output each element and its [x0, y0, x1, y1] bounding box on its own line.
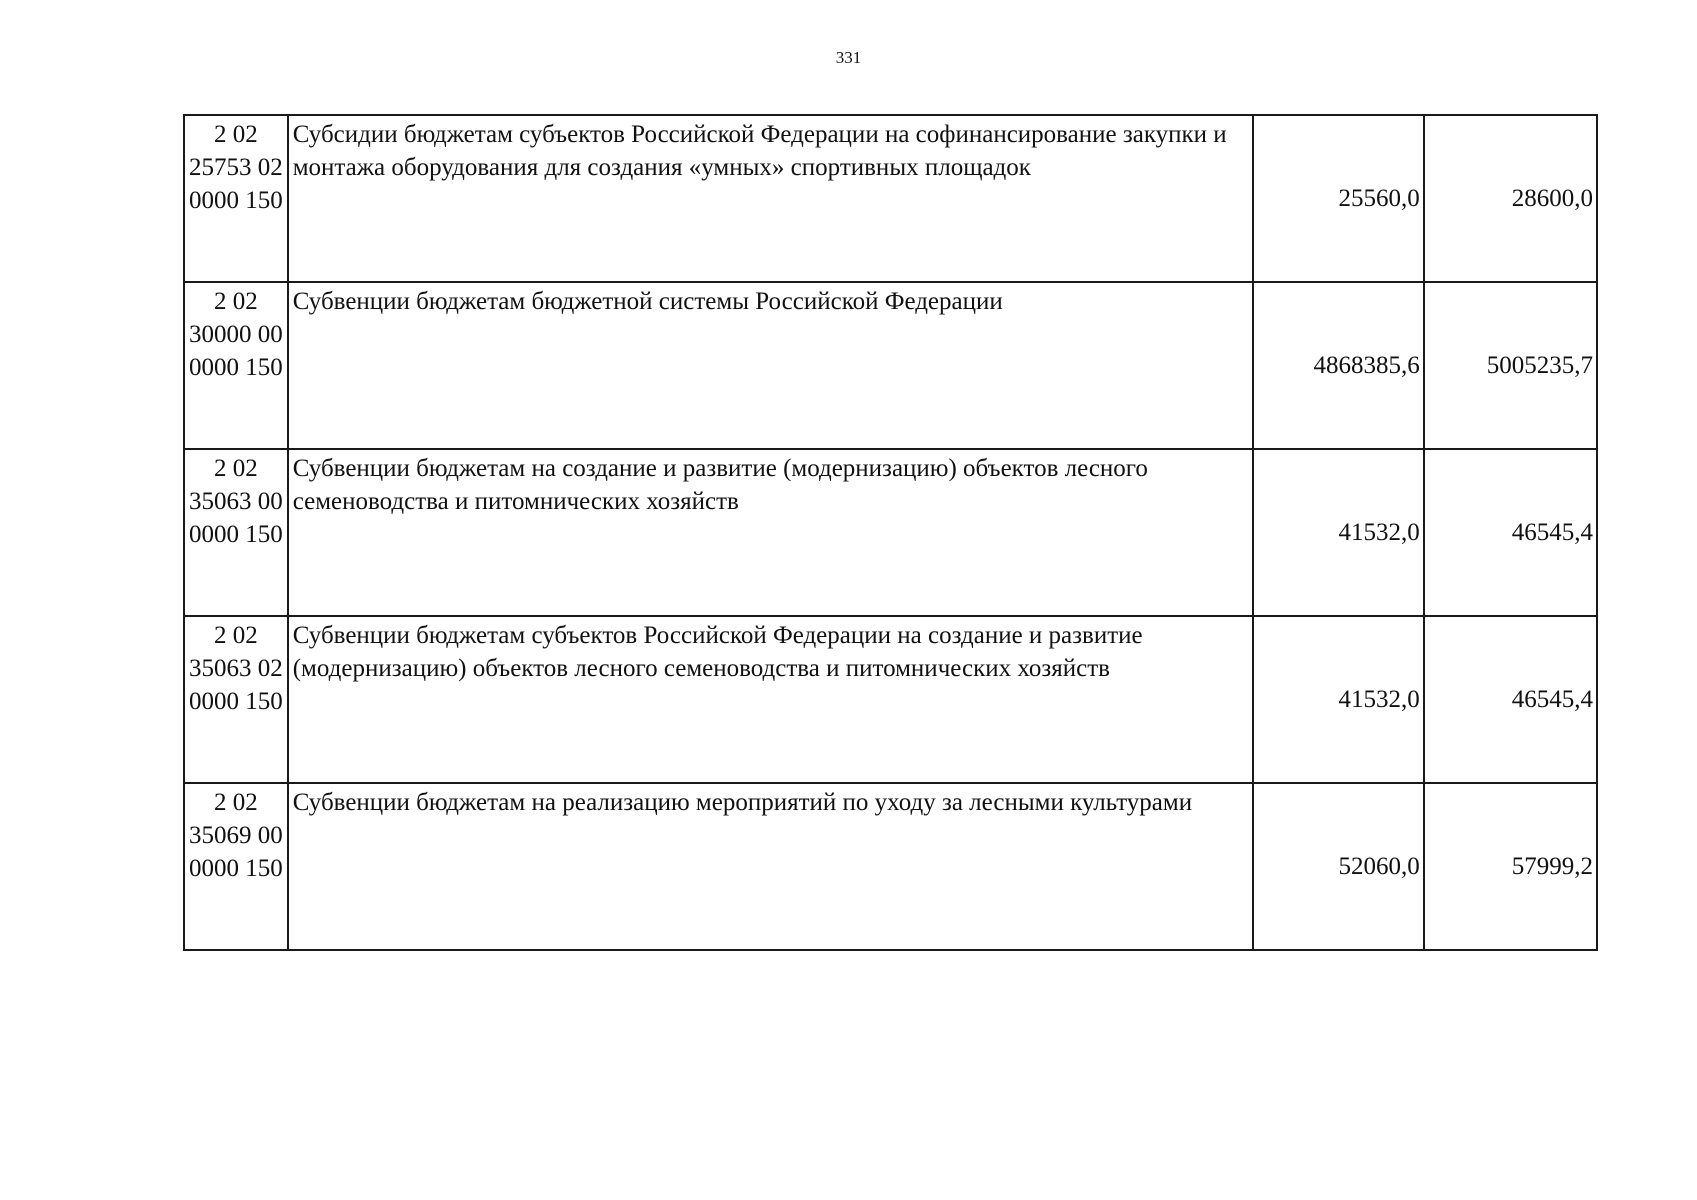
budget-code [184, 282, 288, 449]
budget-code-line: 2 02 [213, 789, 258, 816]
income-name: Субвенции бюджетам субъектов Российской Федерации на создание и развитие (модернизацию) объектов лесного семеноводства и питомнических хозяйств [288, 616, 1253, 783]
amount-year-1: 52060,0 [1253, 783, 1424, 950]
table-row [184, 616, 1597, 783]
budget-code [184, 449, 288, 616]
budget-code-line: 2 02 [213, 455, 258, 482]
budget-code-line: 30000 00 [188, 321, 283, 348]
income-name: Субвенции бюджетам на создание и развитие (модернизацию) объектов лесного семеноводства и питомнических хозяйств [288, 449, 1253, 616]
page-number: 331 [835, 48, 862, 67]
budget-code [184, 783, 288, 950]
budget-code [184, 616, 288, 783]
budget-code-line: 2 02 [213, 121, 258, 148]
table-row [184, 282, 1597, 449]
amount-year-1: 41532,0 [1253, 449, 1424, 616]
income-name: Субсидии бюджетам субъектов Российской Федерации на софинансирование закупки и монтажа оборудования для создания «умных» спортивных площадок [288, 115, 1253, 282]
budget-code-line: 0000 150 [188, 521, 283, 548]
amount-year-2: 5005235,7 [1424, 282, 1597, 449]
amount-year-1: 41532,0 [1253, 616, 1424, 783]
amount-year-2: 28600,0 [1424, 115, 1597, 282]
amount-year-2: 46545,4 [1424, 616, 1597, 783]
amount-year-2: 46545,4 [1424, 449, 1597, 616]
budget-code-line: 2 02 [213, 288, 258, 315]
budget-code-line: 35069 00 [188, 822, 283, 849]
budget-code-line: 35063 00 [188, 488, 283, 515]
budget-table [183, 114, 1598, 951]
budget-code-line: 0000 150 [188, 688, 283, 715]
table-row [184, 115, 1597, 282]
table-row [184, 783, 1597, 950]
budget-code-line: 35063 02 [188, 655, 283, 682]
budget-code-line: 2 02 [213, 622, 258, 649]
table-row [184, 449, 1597, 616]
budget-code-line: 0000 150 [188, 354, 283, 381]
budget-code [184, 115, 288, 282]
income-name: Субвенции бюджетам на реализацию мероприятий по уходу за лесными культурами [288, 783, 1253, 950]
budget-code-line: 25753 02 [188, 154, 283, 181]
amount-year-1: 4868385,6 [1253, 282, 1424, 449]
budget-code-line: 0000 150 [188, 855, 283, 882]
amount-year-1: 25560,0 [1253, 115, 1424, 282]
amount-year-2: 57999,2 [1424, 783, 1597, 950]
budget-code-line: 0000 150 [188, 187, 283, 214]
income-name: Субвенции бюджетам бюджетной системы Российской Федерации [288, 282, 1253, 449]
